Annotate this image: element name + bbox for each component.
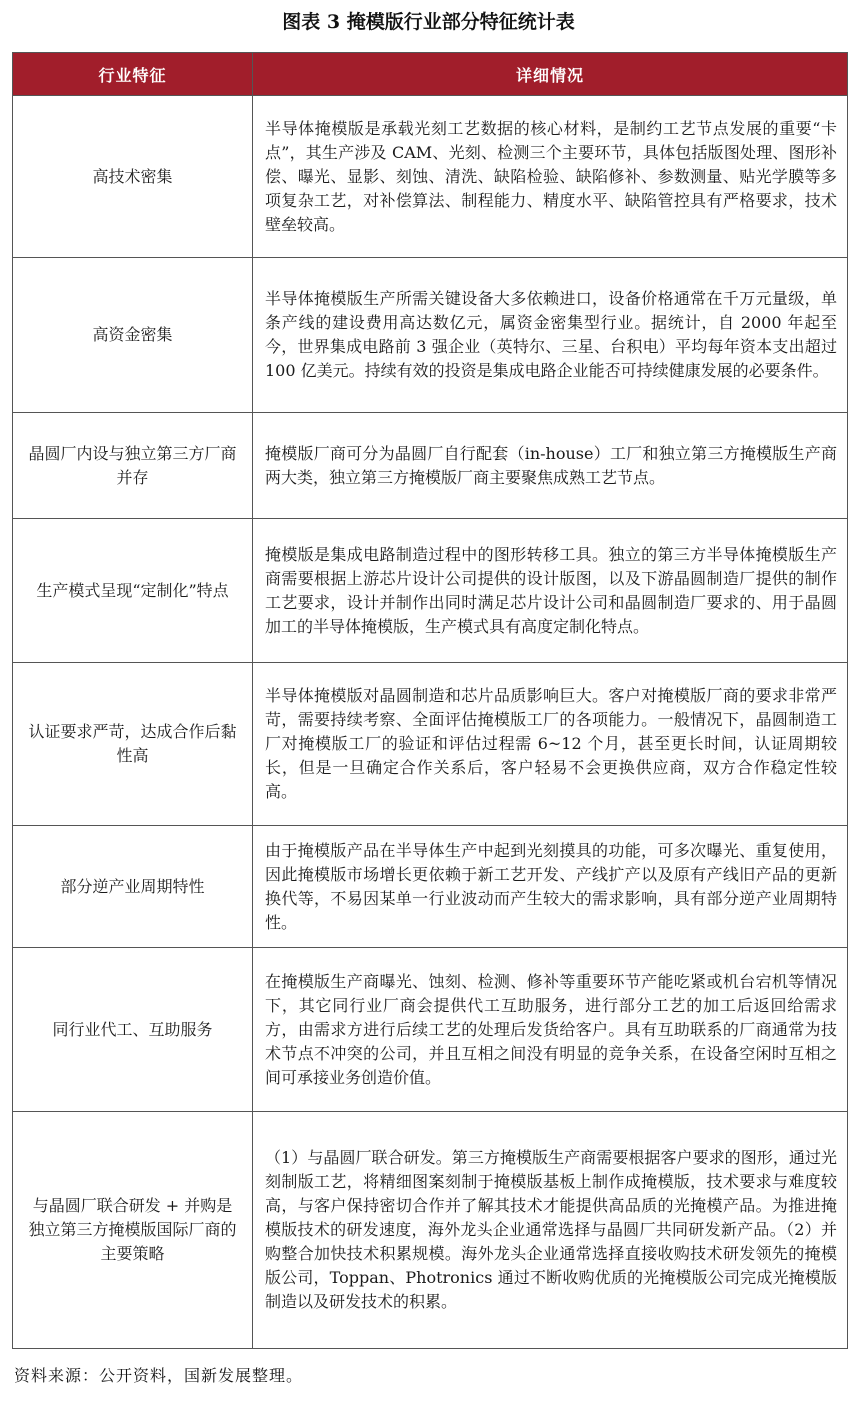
table-header-row <box>13 53 848 96</box>
row-feature: 生产模式呈现“定制化”特点 <box>13 519 253 663</box>
row-feature: 晶圆厂内设与独立第三方厂商并存 <box>13 413 253 519</box>
row-detail: 在掩模版生产商曝光、蚀刻、检测、修补等重要环节产能吃紧或机台宕机等情况下，其它同行业厂商会提供代工互助服务，进行部分工艺的加工后返回给需求方，由需求方进行后续工艺的处理后发货给客户。具有互助联系的厂商通常为技术节点不冲突的公司，并且互相之间没有明显的竞争关系，在设备空闲时互相之间可承接业务创造价值。 <box>253 948 848 1112</box>
row-detail: 由于掩模版产品在半导体生产中起到光刻摸具的功能，可多次曝光、重复使用，因此掩模版市场增长更依赖于新工艺开发、产线扩产以及原有产线旧产品的更新换代等，不易因某单一行业波动而产生较大的需求影响，具有部分逆产业周期特性。 <box>253 826 848 948</box>
source-note: 资料来源：公开资料，国新发展整理。 <box>14 1366 304 1385</box>
table-row <box>13 948 848 1112</box>
table-row <box>13 826 848 948</box>
table-title: 图表 3 掩模版行业部分特征统计表 <box>282 11 575 33</box>
table-row <box>13 413 848 519</box>
row-detail: 半导体掩模版对晶圆制造和芯片品质影响巨大。客户对掩模版厂商的要求非常严苛，需要持续考察、全面评估掩模版工厂的各项能力。一般情况下，晶圆制造工厂对掩模版工厂的验证和评估过程需 6~12 个月，甚至更长时间，认证周期较长，但是一旦确定合作关系后，客户轻易不会更换供应商，双方合作稳定性较高。 <box>253 663 848 826</box>
row-detail: （1）与晶圆厂联合研发。第三方掩模版生产商需要根据客户要求的图形，通过光刻制版工艺，将精细图案刻制于掩模版基板上制作成掩模版，技术要求与难度较高，与客户保持密切合作并了解其技术才能提供高品质的光掩模产品。为推进掩模版技术的研发速度，海外龙头企业通常选择与晶圆厂共同研发新产品。（2）并购整合加快技术积累规模。海外龙头企业通常选择直接收购技术研发领先的掩模版公司，Toppan、Photronics 通过不断收购优质的光掩模版公司完成光掩模版制造以及研发技术的积累。 <box>253 1112 848 1349</box>
row-detail: 半导体掩模版是承载光刻工艺数据的核心材料，是制约工艺节点发展的重要“卡点”，其生产涉及 CAM、光刻、检测三个主要环节，具体包括版图处理、图形补偿、曝光、显影、刻蚀、清洗、缺陷检验、缺陷修补、参数测量、贴光学膜等多项复杂工艺，对补偿算法、制程能力、精度水平、缺陷管控具有严格要求，技术壁垒较高。 <box>253 96 848 258</box>
row-detail: 掩模版是集成电路制造过程中的图形转移工具。独立的第三方半导体掩模版生产商需要根据上游芯片设计公司提供的设计版图，以及下游晶圆制造厂提供的制作工艺要求，设计并制作出同时满足芯片设计公司和晶圆制造厂要求的、用于晶圆加工的半导体掩模版，生产模式具有高度定制化特点。 <box>253 519 848 663</box>
table-row <box>13 1112 848 1349</box>
table-row <box>13 96 848 258</box>
row-feature: 高技术密集 <box>13 96 253 258</box>
row-feature: 高资金密集 <box>13 258 253 413</box>
row-feature: 部分逆产业周期特性 <box>13 826 253 948</box>
row-feature: 认证要求严苛，达成合作后黏性高 <box>13 663 253 826</box>
feature-table <box>12 52 848 1349</box>
table-row <box>13 258 848 413</box>
row-feature: 同行业代工、互助服务 <box>13 948 253 1112</box>
row-detail: 半导体掩模版生产所需关键设备大多依赖进口，设备价格通常在千万元量级，单条产线的建设费用高达数亿元，属资金密集型行业。据统计，自 2000 年起至今，世界集成电路前 3 强企业（英特尔、三星、台积电）平均每年资本支出超过 100 亿美元。持续有效的投资是集成电路企业能否可持续健康发展的必要条件。 <box>253 258 848 413</box>
header-detail: 详细情况 <box>253 53 848 96</box>
header-feature: 行业特征 <box>13 53 253 96</box>
table-row <box>13 663 848 826</box>
row-feature: 与晶圆厂联合研发 + 并购是独立第三方掩模版国际厂商的主要策略 <box>13 1112 253 1349</box>
table-row <box>13 519 848 663</box>
row-detail: 掩模版厂商可分为晶圆厂自行配套（in-house）工厂和独立第三方掩模版生产商两大类，独立第三方掩模版厂商主要聚焦成熟工艺节点。 <box>253 413 848 519</box>
